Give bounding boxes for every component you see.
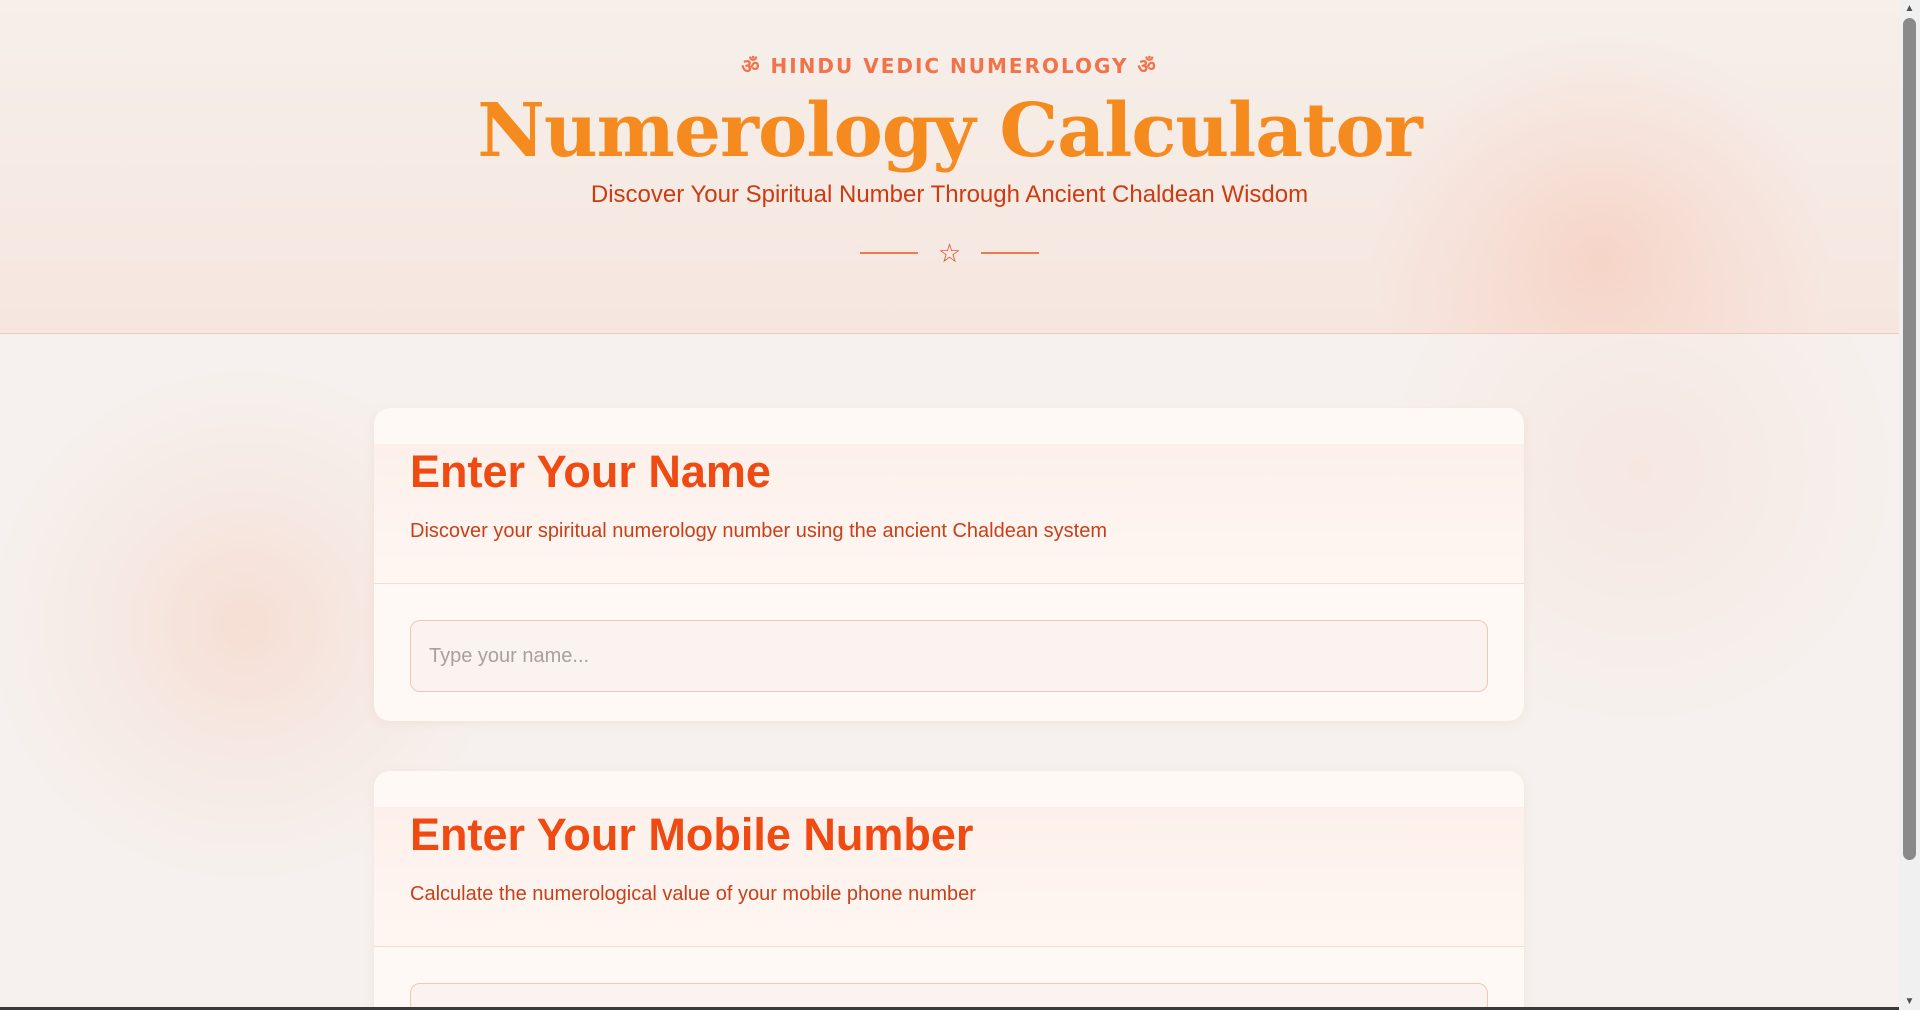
mobile-input[interactable] [410, 983, 1488, 1010]
vertical-scrollbar[interactable] [1899, 0, 1920, 1010]
page-header [0, 0, 1899, 334]
mobile-card-header [374, 807, 1524, 947]
name-card-title: Enter Your Name [410, 446, 771, 497]
divider-line-left [860, 252, 918, 254]
name-card-body [374, 584, 1524, 721]
name-card-header [374, 444, 1524, 584]
page-subtitle: Discover Your Spiritual Number Through Ancient Chaldean Wisdom [590, 181, 1309, 208]
scroll-down-icon[interactable]: ▼ [1904, 995, 1915, 1007]
page-title: Numerology Calculator [477, 88, 1422, 174]
mobile-card-description: Calculate the numerological value of your mobile phone number [410, 883, 976, 905]
scrollbar-thumb[interactable] [1903, 18, 1916, 860]
scroll-up-icon[interactable]: ▲ [1904, 2, 1915, 14]
mobile-card-title: Enter Your Mobile Number [410, 809, 974, 860]
eyebrow-label: ॐ HINDU VEDIC NUMEROLOGY ॐ [741, 54, 1158, 78]
divider-line-right [981, 252, 1039, 254]
name-input[interactable] [410, 620, 1488, 692]
name-card-description: Discover your spiritual numerology number using the ancient Chaldean system [410, 520, 1108, 542]
star-icon: ☆ [937, 238, 962, 268]
mobile-card-body [374, 947, 1524, 1010]
mobile-card [374, 771, 1524, 1010]
name-card [374, 408, 1524, 721]
header-divider [0, 238, 1899, 268]
